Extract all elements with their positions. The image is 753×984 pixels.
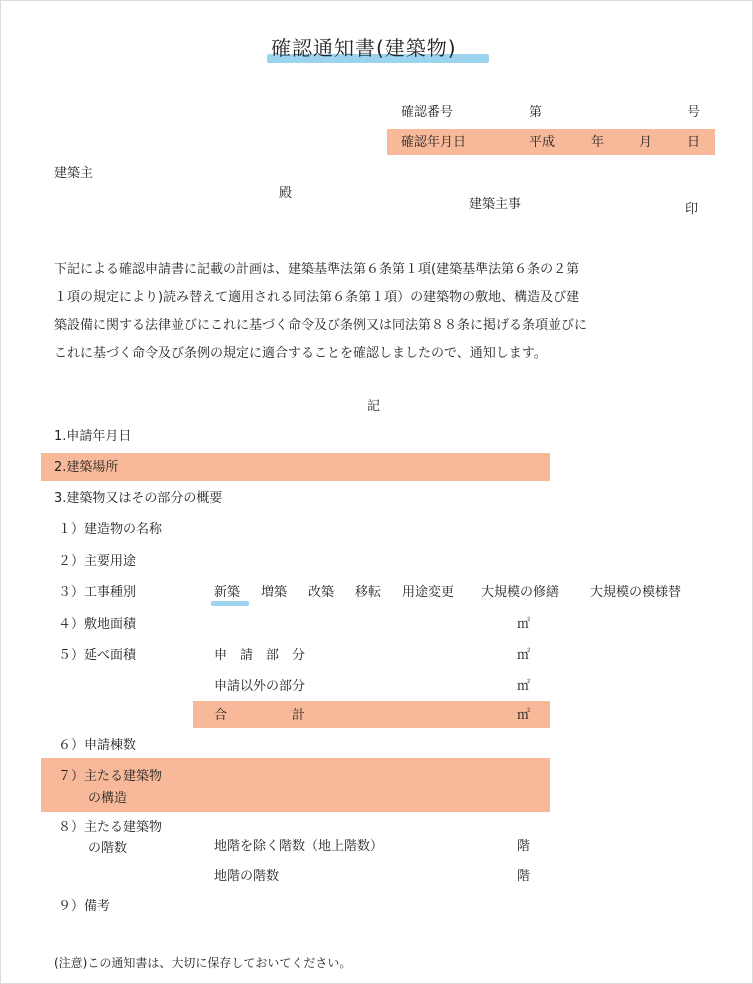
item-structure-line1: ７）主たる建築物 [58,769,163,784]
floors-below-unit: 階 [517,869,531,884]
total-unit: ㎡ [517,708,531,723]
month-label: 月 [639,135,653,150]
site-area-unit: ㎡ [517,617,531,632]
item-floors-line2: の階数 [88,841,128,856]
item-application-date: 1.申請年月日 [54,429,132,444]
honorific: 殿 [279,186,293,201]
official-label: 建築主事 [469,197,522,212]
floors-above-label: 地階を除く階数（地上階数） [214,839,384,854]
body-line: 下記による確認申請書に記載の計画は、建築基準法第６条第１項(建築基準法第６条の２第 [54,262,580,277]
body-line: 築設備に関する法律並びにこれに基づく命令及び条例又は同法第８８条に掲げる条項並びに [54,318,588,333]
other-part-unit: ㎡ [517,679,531,694]
floors-below-label: 地階の階数 [214,869,280,884]
item-site-area: ４）敷地面積 [58,617,137,632]
construction-type-major-remodel: 大規模の模様替 [590,585,682,600]
day-label: 日 [687,135,701,150]
item-structure-line2: の構造 [88,791,128,806]
construction-type-relocation: 移転 [355,585,382,600]
ki-heading: 記 [367,399,381,414]
item-total-floor-area: ５）延べ面積 [58,648,137,663]
other-part-label: 申請以外の部分 [214,679,306,694]
item-construction-type: ３）工事種別 [58,585,137,600]
page-title: 確認通知書(建築物) [271,36,457,60]
item-floors-line1: ８）主たる建築物 [58,820,163,835]
item-overview: 3.建築物又はその部分の概要 [54,491,223,506]
floors-above-unit: 階 [517,839,531,854]
construction-type-major-repair: 大規模の修繕 [481,585,560,600]
item-main-use: ２）主要用途 [58,554,137,569]
year-label: 年 [591,135,605,150]
item-remarks: ９）備考 [58,899,111,914]
applied-part-unit: ㎡ [517,648,531,663]
construction-type-new: 新築 [214,585,241,600]
body-line: １項の規定により)読み替えて適用される同法第６条第１項）の建築物の敷地、構造及び建 [54,290,580,305]
item-location: 2.建築場所 [54,460,119,475]
construction-type-reconstruction: 改築 [308,585,335,600]
body-paragraph [54,256,704,368]
footer-note: (注意)この通知書は、大切に保存しておいてください。 [54,956,352,970]
confirmation-number-prefix: 第 [529,105,543,120]
construction-type-extension: 増築 [261,585,288,600]
construction-type-use-change: 用途変更 [402,585,455,600]
total-label: 合 計 [214,708,306,723]
item-building-name: １）建造物の名称 [58,522,163,537]
seal: 印 [685,202,699,217]
item-building-count: ６）申請棟数 [58,738,137,753]
confirmation-number-label: 確認番号 [401,105,454,120]
body-line: これに基づく命令及び条例の規定に適合することを確認しましたので、通知します。 [54,346,547,361]
owner-label: 建築主 [54,166,94,181]
confirmation-date-label: 確認年月日 [401,135,467,150]
era-label: 平成 [529,135,556,150]
confirmation-number-suffix: 号 [687,105,701,120]
applied-part-label: 申 請 部 分 [214,648,306,663]
